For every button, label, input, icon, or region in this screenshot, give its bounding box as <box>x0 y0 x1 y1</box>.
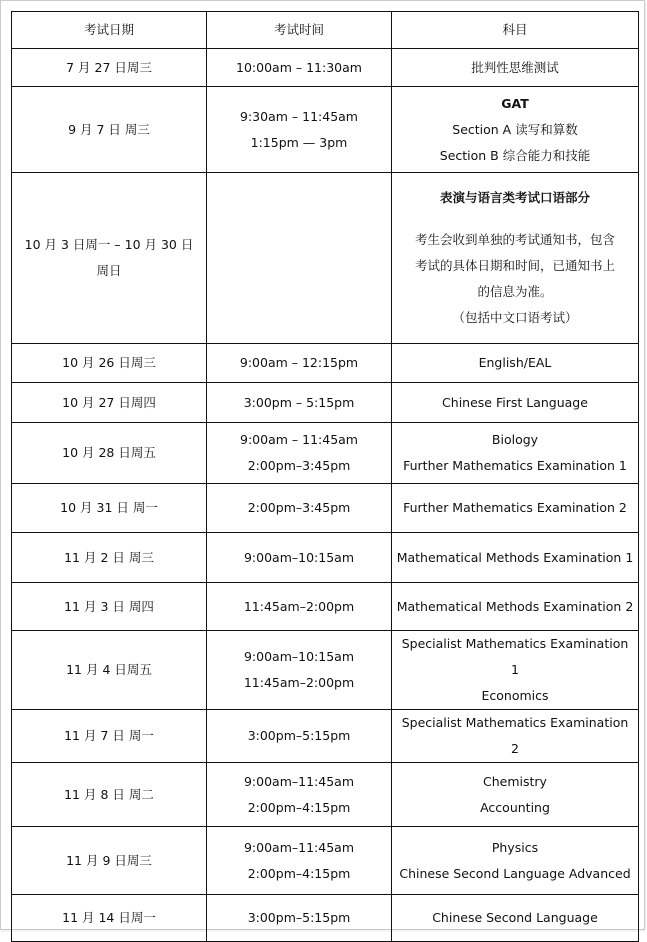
subject-cell-line: Biology <box>491 432 539 447</box>
subject-cell-line: Chemistry <box>483 773 547 789</box>
time-cell <box>207 173 392 344</box>
subject-cell-line: Chinese First Language <box>442 394 588 410</box>
subject-cell-line: English/EAL <box>478 355 552 370</box>
header-date: 考试日期 <box>12 12 207 49</box>
subject-cell <box>392 583 639 631</box>
table-row <box>12 763 639 827</box>
subject-cell <box>392 173 639 344</box>
subject-cell-line: Specialist Mathematics Examination 2 <box>401 715 629 756</box>
time-cell <box>207 87 392 173</box>
subject-cell <box>392 763 639 827</box>
table-row <box>12 87 639 173</box>
time-cell-line: 9:00am–10:15am <box>243 549 355 565</box>
time-cell <box>207 344 392 383</box>
table-row <box>12 423 639 484</box>
time-cell-line: 2:00pm–4:15pm <box>247 799 351 815</box>
time-cell <box>207 423 392 484</box>
date-cell-line: 9 月 7 日 周三 <box>68 121 150 137</box>
time-cell-line: 3:00pm–5:15pm <box>247 728 351 743</box>
date-cell <box>12 87 207 173</box>
header-time: 考试时间 <box>207 12 392 49</box>
subject-cell-line: Accounting <box>480 799 550 815</box>
date-cell <box>12 383 207 423</box>
table-row <box>12 583 639 631</box>
time-cell-line: 11:45am–2:00pm <box>243 675 355 690</box>
subject-cell-line: Section A 读写和算数 <box>452 121 578 137</box>
subject-cell-line: Section B 综合能力和技能 <box>439 147 591 163</box>
subject-cell <box>392 383 639 423</box>
subject-cell-line: Economics <box>481 688 549 703</box>
subject-cell-line: Physics <box>491 839 539 855</box>
subject-cell-line: Mathematical Methods Examination 1 <box>396 549 634 565</box>
subject-cell-line: Mathematical Methods Examination 2 <box>396 598 634 614</box>
date-cell-line: 7 月 27 日周三 <box>66 59 152 75</box>
date-cell <box>12 533 207 583</box>
subject-cell-line: Further Mathematics Examination 2 <box>403 500 627 515</box>
time-cell <box>207 484 392 533</box>
header-row <box>12 12 639 49</box>
subject-cell <box>392 827 639 895</box>
time-cell <box>207 49 392 87</box>
table-body <box>12 49 639 942</box>
subject-cell <box>392 344 639 383</box>
date-cell-line: 10 月 26 日周三 <box>62 355 156 370</box>
date-cell <box>12 763 207 827</box>
subject-cell-line: Further Mathematics Examination 1 <box>403 458 627 473</box>
time-cell-line: 3:00pm–5:15pm <box>247 910 351 925</box>
time-cell-line: 3:00pm – 5:15pm <box>243 394 355 410</box>
subject-cell <box>392 87 639 173</box>
time-cell-line: 1:15pm — 3pm <box>250 134 348 150</box>
time-cell <box>207 827 392 895</box>
subject-cell-heading: GAT <box>501 95 529 111</box>
subject-cell <box>392 533 639 583</box>
time-cell <box>207 763 392 827</box>
subject-cell-line: Chinese Second Language Advanced <box>399 865 631 881</box>
subject-cell-line: 批判性思维测试 <box>471 59 559 75</box>
table-row <box>12 484 639 533</box>
subject-cell-line: Specialist Mathematics Examination 1 <box>401 636 629 677</box>
date-cell-line: 11 月 7 日 周一 <box>64 728 154 743</box>
date-cell <box>12 827 207 895</box>
date-cell <box>12 583 207 631</box>
date-cell <box>12 710 207 763</box>
table-row <box>12 631 639 710</box>
date-cell <box>12 344 207 383</box>
table-row <box>12 533 639 583</box>
time-cell-line: 9:00am–11:45am <box>243 773 355 789</box>
time-cell <box>207 383 392 423</box>
date-cell-line: 11 月 14 日周一 <box>62 910 156 925</box>
header-subject: 科目 <box>392 12 639 49</box>
table-row <box>12 383 639 423</box>
date-cell-line: 11 月 2 日 周三 <box>64 549 154 565</box>
time-cell-line: 9:00am–11:45am <box>243 839 355 855</box>
subject-cell-line: 考试的具体日期和时间，已通知书上 <box>414 258 615 273</box>
time-cell-line: 2:00pm–3:45pm <box>247 458 351 473</box>
time-cell-line: 9:00am – 11:45am <box>240 432 358 447</box>
subject-cell <box>392 49 639 87</box>
date-cell <box>12 173 207 344</box>
date-cell <box>12 423 207 484</box>
subject-cell-line: 的信息为准。 <box>477 284 553 299</box>
time-cell <box>207 895 392 942</box>
time-cell-line: 10:00am – 11:30am <box>236 59 362 75</box>
date-cell <box>12 895 207 942</box>
table-row <box>12 827 639 895</box>
subject-cell <box>392 484 639 533</box>
subject-cell <box>392 423 639 484</box>
time-cell-line: 9:00am–10:15am <box>243 649 355 664</box>
table-row <box>12 49 639 87</box>
date-cell-line: 10 月 28 日周五 <box>62 445 156 460</box>
subject-cell <box>392 631 639 710</box>
subject-cell-line: Chinese Second Language <box>432 910 598 925</box>
date-cell <box>12 631 207 710</box>
subject-cell-line: 考生会收到单独的考试通知书，包含 <box>414 232 615 247</box>
date-cell-line: 10 月 27 日周四 <box>62 394 156 410</box>
date-cell <box>12 49 207 87</box>
time-cell-line: 2:00pm–4:15pm <box>247 865 351 881</box>
time-cell <box>207 533 392 583</box>
date-cell-line: 10 月 31 日 周一 <box>60 500 158 515</box>
date-cell-line: 11 月 4 日周五 <box>66 662 152 677</box>
table-row <box>12 344 639 383</box>
subject-cell <box>392 710 639 763</box>
time-cell <box>207 631 392 710</box>
subject-cell-heading: 表演与语言类考试口语部分 <box>439 190 590 205</box>
time-cell <box>207 583 392 631</box>
date-cell-line: 11 月 9 日周三 <box>66 852 152 868</box>
time-cell-line: 11:45am–2:00pm <box>243 598 355 614</box>
exam-schedule-table <box>11 11 639 942</box>
time-cell-line: 9:30am – 11:45am <box>240 108 358 124</box>
table-row <box>12 710 639 763</box>
time-cell-line: 2:00pm–3:45pm <box>247 500 351 515</box>
time-cell <box>207 710 392 763</box>
subject-cell-line: （包括中文口语考试） <box>452 310 578 325</box>
date-cell-line: 11 月 3 日 周四 <box>64 598 154 614</box>
date-cell-line: 10 月 3 日周一 – 10 月 30 日 <box>24 237 194 252</box>
date-cell-line: 周日 <box>96 263 122 278</box>
table-row <box>12 895 639 942</box>
subject-cell <box>392 895 639 942</box>
table-row <box>12 173 639 344</box>
time-cell-line: 9:00am – 12:15pm <box>239 355 359 370</box>
date-cell-line: 11 月 8 日 周二 <box>64 786 154 802</box>
date-cell <box>12 484 207 533</box>
